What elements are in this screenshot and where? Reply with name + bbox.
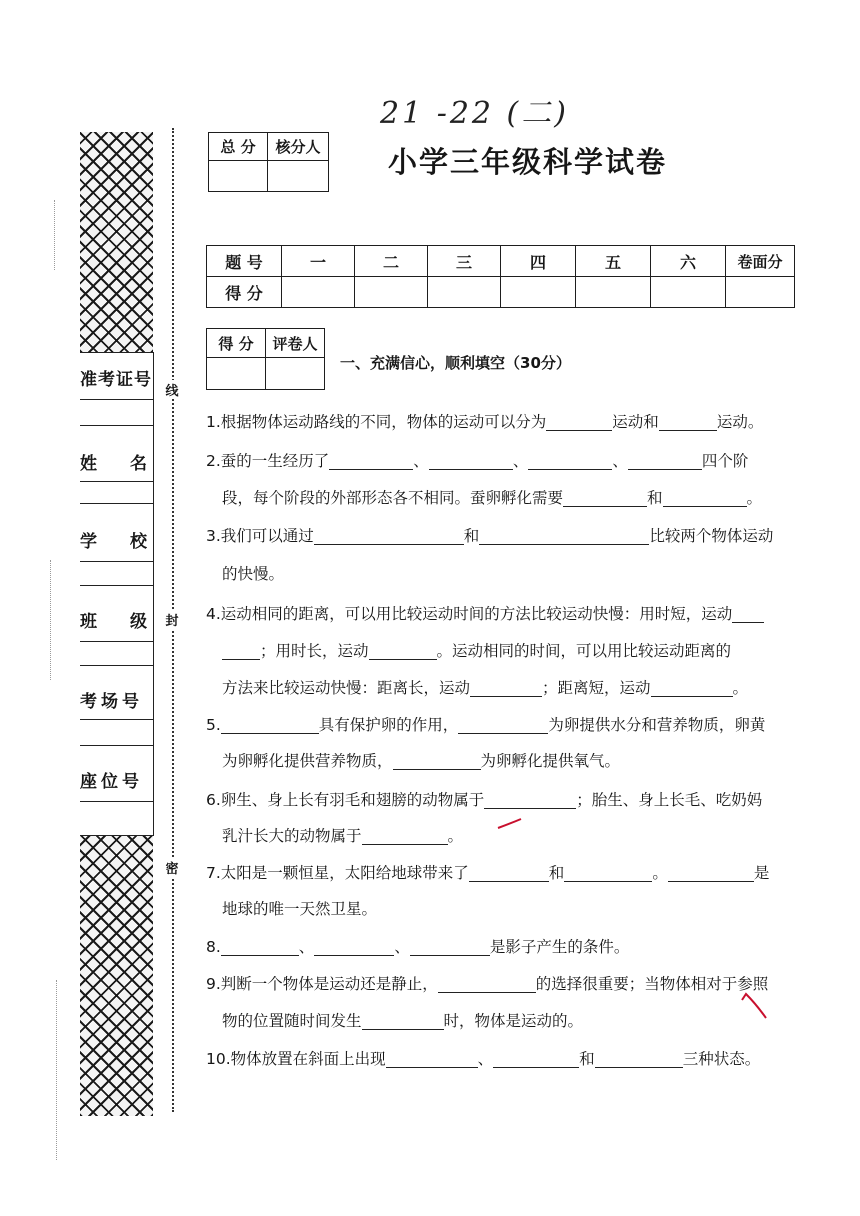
checker-label: 核分人 <box>268 133 329 161</box>
q10-text: 三种状态。 <box>682 1050 761 1068</box>
answer-blank[interactable] <box>222 639 260 660</box>
class-label: 班 级 <box>80 612 155 632</box>
q2-separator: 、 <box>512 452 529 470</box>
q9-text: 物的位置随时间发生 <box>222 1012 362 1030</box>
info-divider <box>80 399 154 400</box>
answer-blank[interactable] <box>410 935 490 956</box>
school-label: 学 校 <box>80 532 155 552</box>
question-6 <box>206 782 806 818</box>
q2-separator: 、 <box>612 452 628 470</box>
red-correction-mark <box>495 814 525 834</box>
binding-pattern-bottom <box>80 836 153 1116</box>
question-4-line-2 <box>222 633 822 669</box>
neatness-score-label: 卷面分 <box>726 246 795 277</box>
answer-blank[interactable] <box>469 861 549 882</box>
exam-title: 小学三年级科学试卷 <box>388 145 668 179</box>
score-cell <box>576 277 651 308</box>
answer-blank[interactable] <box>362 1009 444 1030</box>
question-9-line-2 <box>222 1003 822 1039</box>
q7-text: 。 <box>652 864 668 882</box>
q2-text: 。 <box>746 489 763 507</box>
q2-separator: 、 <box>413 452 429 470</box>
q5-text: 具有保护卵的作用， <box>318 716 459 734</box>
section-one-title: 一、充满信心，顺利填空（30分） <box>340 354 571 372</box>
q4-text: 方法来比较运动快慢：距离长，运动 <box>222 679 471 697</box>
answer-blank[interactable] <box>564 861 652 882</box>
question-5-line-2 <box>222 743 822 779</box>
question-3-line-2 <box>222 556 822 592</box>
column-2: 二 <box>355 246 428 277</box>
q9-text: 的选择很重要；当物体相对于参照 <box>535 975 769 993</box>
column-6: 六 <box>651 246 726 277</box>
q8-text: 是影子产生的条件。 <box>489 938 630 956</box>
answer-blank[interactable] <box>595 1047 683 1068</box>
q5-text: 为卵提供水分和营养物质，卵黄 <box>548 716 766 734</box>
q6-text: ；胎生、身上长毛、吃奶妈 <box>576 791 763 809</box>
grader-name-cell <box>266 358 325 390</box>
answer-blank[interactable] <box>546 410 612 431</box>
q5-text: 为卵孵化提供氧气。 <box>480 752 621 770</box>
q7-text: 和 <box>548 864 565 882</box>
answer-blank[interactable] <box>314 935 394 956</box>
q4-text: 。运动相同的时间，可以用比较运动距离的 <box>436 642 732 660</box>
q8-separator: 、 <box>394 938 410 956</box>
answer-blank[interactable] <box>479 524 649 545</box>
binding-pattern-top <box>80 132 153 352</box>
total-score-cell <box>209 161 268 192</box>
question-3 <box>206 518 806 554</box>
q7-text: 是 <box>753 864 770 882</box>
column-3: 三 <box>428 246 501 277</box>
answer-blank[interactable] <box>362 824 448 845</box>
info-divider <box>80 719 154 720</box>
question-7-line-2 <box>222 891 822 927</box>
section-score-table <box>206 245 795 308</box>
q8-separator: 、 <box>298 938 315 956</box>
q2-text: 段，每个阶段的外部形态各不相同。蚕卵孵化需要 <box>222 489 564 507</box>
answer-blank[interactable] <box>429 449 513 470</box>
exam-room-label: 考场号 <box>80 692 143 712</box>
q9-text: 9.判断一个物体是运动还是静止， <box>206 975 438 993</box>
q3-text: 比较两个物体运动 <box>649 527 774 545</box>
q4-text: ；距离短，运动 <box>542 679 651 697</box>
answer-blank[interactable] <box>221 935 299 956</box>
q3-text: 的快慢。 <box>222 565 285 583</box>
q10-separator: 、 <box>477 1050 494 1068</box>
seat-number-label: 座位号 <box>80 772 143 792</box>
answer-blank[interactable] <box>458 713 548 734</box>
answer-blank[interactable] <box>528 449 612 470</box>
scan-speckle <box>54 200 55 270</box>
info-divider <box>80 641 154 642</box>
answer-blank[interactable] <box>659 410 717 431</box>
question-2-line-2 <box>222 480 822 516</box>
score-cell <box>501 277 576 308</box>
q1-text: 1.根据物体运动路线的不同，物体的运动可以分为 <box>206 413 547 431</box>
answer-blank[interactable] <box>221 713 319 734</box>
seal-char-line: 线 <box>163 380 181 399</box>
answer-blank[interactable] <box>668 861 754 882</box>
grader-score-cell <box>207 358 266 390</box>
q10-text: 10.物体放置在斜面上出现 <box>206 1050 386 1068</box>
q1-text: 运动。 <box>716 413 764 431</box>
answer-blank[interactable] <box>732 602 764 623</box>
answer-blank[interactable] <box>369 639 437 660</box>
answer-blank[interactable] <box>329 449 413 470</box>
q6-text: 乳汁长大的动物属于 <box>222 827 362 845</box>
total-score-label: 总 分 <box>209 133 268 161</box>
exam-number-label: 准考证号 <box>80 370 152 390</box>
q8-text: 8. <box>206 938 221 956</box>
answer-blank[interactable] <box>438 972 536 993</box>
answer-blank[interactable] <box>393 749 481 770</box>
info-divider <box>80 425 154 426</box>
seal-char-secret: 密 <box>163 858 181 877</box>
column-5: 五 <box>576 246 651 277</box>
grader-score-label: 得 分 <box>207 329 266 358</box>
candidate-info-panel <box>80 352 154 836</box>
question-10 <box>206 1041 806 1077</box>
answer-blank[interactable] <box>484 788 576 809</box>
answer-blank[interactable] <box>314 524 464 545</box>
question-8 <box>206 929 806 965</box>
q7-text: 地球的唯一天然卫星。 <box>222 900 378 918</box>
answer-blank[interactable] <box>628 449 702 470</box>
q4-text: 4.运动相同的距离，可以用比较运动时间的方法比较运动快慢：用时短，运动 <box>206 605 733 623</box>
question-4 <box>206 596 806 632</box>
q9-text: 时，物体是运动的。 <box>443 1012 584 1030</box>
scan-speckle <box>56 980 57 1160</box>
question-number-label: 题 号 <box>207 246 282 277</box>
info-divider <box>80 503 154 504</box>
score-cell <box>355 277 428 308</box>
question-2 <box>206 443 806 479</box>
column-1: 一 <box>282 246 355 277</box>
seal-char-seal: 封 <box>163 610 181 629</box>
q2-text: 和 <box>647 489 663 507</box>
question-7 <box>206 855 806 891</box>
score-row-label: 得 分 <box>207 277 282 308</box>
score-cell <box>282 277 355 308</box>
answer-blank[interactable] <box>470 676 542 697</box>
info-divider <box>80 801 154 802</box>
question-1 <box>206 404 806 440</box>
q3-text: 3.我们可以通过 <box>206 527 314 545</box>
score-cell <box>651 277 726 308</box>
q3-text: 和 <box>463 527 480 545</box>
question-4-line-3 <box>222 670 822 706</box>
question-5 <box>206 707 806 743</box>
q10-text: 和 <box>579 1050 595 1068</box>
total-score-box <box>208 132 329 192</box>
q5-text: 为卵孵化提供营养物质， <box>222 752 393 770</box>
score-cell <box>428 277 501 308</box>
q4-text: ；用时长，运动 <box>260 642 369 660</box>
answer-blank[interactable] <box>386 1047 478 1068</box>
checker-cell <box>268 161 329 192</box>
q2-text: 四个阶 <box>701 452 749 470</box>
grader-name-label: 评卷人 <box>266 329 325 358</box>
q5-text: 5. <box>206 716 221 734</box>
answer-blank[interactable] <box>663 486 747 507</box>
q2-text: 2.蚕的一生经历了 <box>206 452 330 470</box>
q4-text: 。 <box>732 679 749 697</box>
info-divider <box>80 745 154 746</box>
answer-blank[interactable] <box>651 676 733 697</box>
q6-text: 6.卵生、身上长有羽毛和翅膀的动物属于 <box>206 791 485 809</box>
info-divider <box>80 665 154 666</box>
q6-text: 。 <box>447 827 464 845</box>
grader-box <box>206 328 325 390</box>
name-label: 姓 名 <box>80 454 155 474</box>
answer-blank[interactable] <box>493 1047 579 1068</box>
scan-speckle <box>50 560 51 680</box>
question-9 <box>206 966 806 1002</box>
handwritten-year-note: 21 -22 (二) <box>380 96 569 131</box>
info-divider <box>80 561 154 562</box>
q1-text: 运动和 <box>612 413 659 431</box>
q7-text: 7.太阳是一颗恒星，太阳给地球带来了 <box>206 864 469 882</box>
column-4: 四 <box>501 246 576 277</box>
score-cell <box>726 277 795 308</box>
answer-blank[interactable] <box>563 486 647 507</box>
info-divider <box>80 481 154 482</box>
red-correction-mark <box>738 990 772 1024</box>
info-divider <box>80 585 154 586</box>
